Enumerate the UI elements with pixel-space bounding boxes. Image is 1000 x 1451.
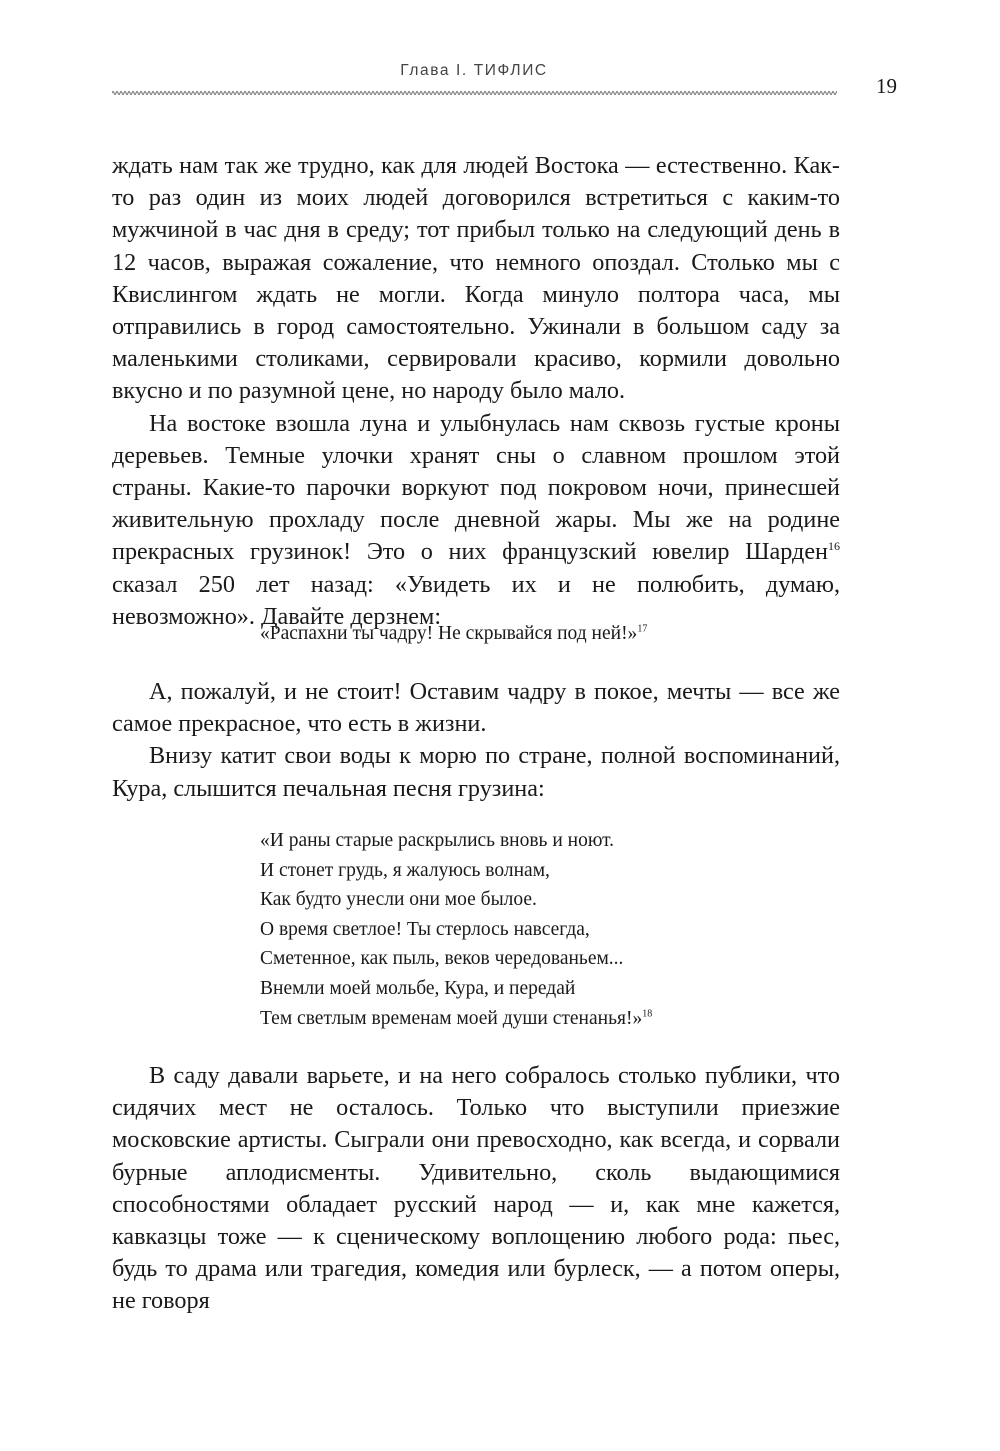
footnote-ref-16: 16 [828, 539, 840, 554]
paragraph-2 [112, 408, 840, 633]
poem-line: О время светлое! Ты стерлось навсегда, [260, 918, 590, 940]
poem-line: И стонет грудь, я жалуюсь волнам, [260, 859, 550, 881]
poem-block [260, 826, 652, 1033]
paragraph-4: Внизу катит свои воды к морю по стране, полной воспоминаний, Кура, слышится печальная песня грузина: [112, 742, 840, 802]
main-text-middle [112, 676, 840, 805]
page-number: 19 [876, 74, 897, 98]
paragraph-2-text-a: На востоке взошла луна и улыбнулась нам сквозь густые кроны деревьев. Темные улочки хранят сны о славном прошлом этой страны. Какие-то парочки воркуют под покровом ночи, принесшей живительную прохладу после дневной жары. Мы же на родине прекрасных грузинок! Это о них французский ювелир Шарден [112, 409, 840, 566]
epigraph-quote [260, 620, 647, 648]
paragraph-2-text-b: сказал 250 лет назад: «Увидеть их и не полюбить, думаю, невозможно». Давайте дерзнем: [112, 570, 840, 630]
paragraph-1: ждать нам так же трудно, как для людей Востока — естественно. Как-то раз один из моих людей договорился встретиться с каким-то мужчиной в час дня в среду; тот прибыл только на следующий день в 12 часов, выражая сожаление, что немного опоздал. Столько мы с Квислингом ждать не могли. Когда минуло полтора часа, мы отправились в город самостоятельно. Ужинали в большом саду за маленькими столиками, сервировали красиво, кормили довольно вкусно и по разумной цене, но народу было мало. [112, 152, 840, 405]
header-wavy-rule [112, 88, 837, 98]
poem-line: Как будто унесли они мое былое. [260, 889, 537, 911]
poem-line-last-text: Тем светлым временам моей души стенанья!» [260, 1007, 643, 1029]
poem-line: Сметенное, как пыль, веков чередованьем... [260, 948, 624, 970]
poem-line-last [260, 1004, 652, 1034]
poem-line: Внемли моей мольбе, Кура, и передай [260, 977, 576, 999]
running-header-title: Глава I. ТИФЛИС [400, 62, 548, 79]
poem-line: «И раны старые раскрылись вновь и ноют. [260, 830, 615, 851]
paragraph-3: А, пожалуй, и не стоит! Оставим чадру в покое, мечты — все же самое прекрасное, что есть в жизни. [112, 678, 840, 738]
footnote-ref-18: 18 [642, 1008, 653, 1020]
footnote-ref-17: 17 [637, 623, 648, 635]
main-text-bottom [112, 1060, 840, 1318]
paragraph-5: В саду давали варьете, и на него собралось столько публики, что сидячих мест не осталось. Только что выступили приезжие московские артисты. Сыграли они превосходно, как всегда, и сорвали бурные аплодисменты. Удивительно, сколь выдающимися способностями обладает русский народ — и, как мне кажется, кавказцы тоже — к сценическому воплощению любого рода: пьес, будь то драма или трагедия, комедия или бурлеск, — а потом оперы, не говоря [112, 1062, 840, 1315]
epigraph-text: «Распахни ты чадру! Не скрывайся под ней!» [260, 623, 638, 644]
main-text-top [112, 150, 840, 633]
